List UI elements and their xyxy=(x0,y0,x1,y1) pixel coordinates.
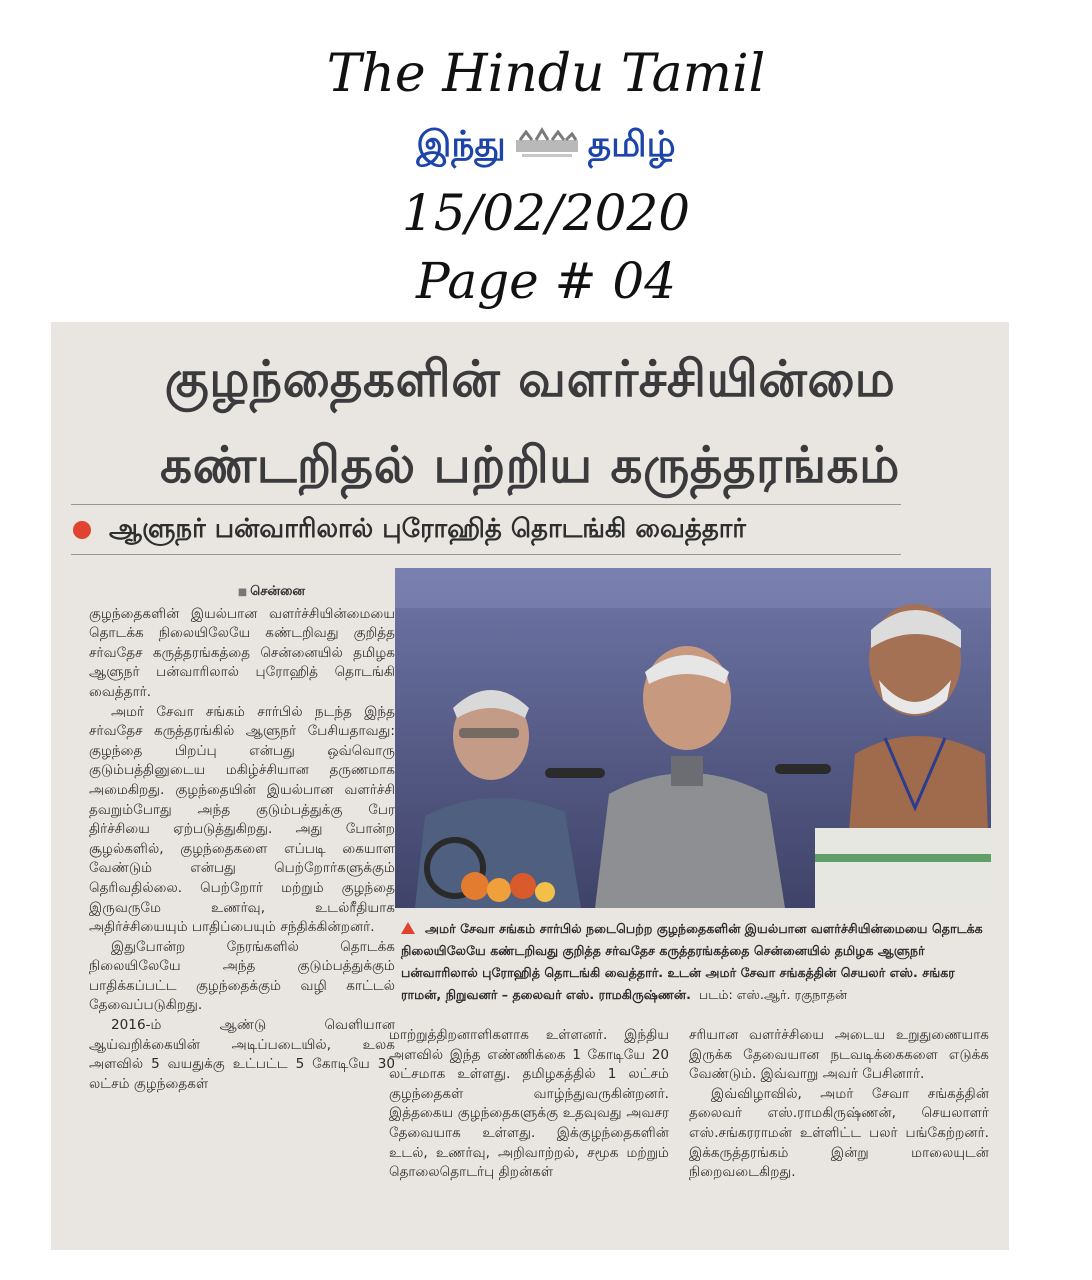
article-subheadline: ஆளுநர் பன்வாரிலால் புரோஹித் தொடங்கி வைத்தார் xyxy=(109,513,746,544)
publication-date: 15/02/2020 xyxy=(401,184,691,242)
article-column-3 xyxy=(689,1026,989,1183)
photo-credit: படம்: எஸ்.ஆர். ரகுநாதன் xyxy=(698,987,848,1002)
page-number: Page # 04 xyxy=(415,252,677,310)
divider xyxy=(71,504,901,505)
logo-emblem-icon xyxy=(512,126,582,164)
paragraph: இவ்விழாவில், அமர் சேவா சங்கத்தின் தலைவர் எஸ்.ராமகிருஷ்ணன், செயலாளர் எஸ்.சங்கரராமன் உள்ளிட்ட பலர் பங்கேற்றனர். இக்கருத்தரங்கம் இன்று மாலையுடன் நிறைவடைகிறது. xyxy=(689,1085,989,1181)
newspaper-clipping xyxy=(51,322,1009,1250)
publication-title: The Hindu Tamil xyxy=(326,44,766,104)
article-photo xyxy=(395,568,991,908)
logo-text-right: தமிழ் xyxy=(587,124,676,165)
logo-text-left: இந்து xyxy=(416,124,506,165)
article-column-1 xyxy=(89,582,395,1094)
divider xyxy=(71,554,901,555)
paragraph: குழந்தைகளின் இயல்பான வளர்ச்சியின்மையை தொடக்க நிலையிலேயே கண்டறிவது குறித்த சர்வதேச கருத்தரங்கத்தை சென்னையில் தமிழக ஆளுநர் பன்வாரிலால் புரோஹித் தொடங்கி வைத்தார். xyxy=(89,605,395,700)
dateline: ■ சென்னை xyxy=(89,582,395,603)
bullet-icon xyxy=(73,521,91,539)
triangle-marker-icon xyxy=(401,922,415,934)
paragraph: மாற்றுத்திறனாளிகளாக உள்ளனர். இந்திய அளவில் இந்த எண்ணிக்கை 1 கோடியே 20 லட்சமாக உள்ளது. தமிழகத்தில் 1 லட்சம் குழந்தைகள் வாழ்ந்துவருகின்றனர். இத்தகைய குழந்தைகளுக்கு உதவுவது அவசர தேவையாக உள்ளது. இக்குழந்தைகளின் உடல், உணர்வு, அறிவாற்றல், சமூக மற்றும் தொலைதொடர்பு திறன்கள் xyxy=(389,1027,669,1181)
paragraph: சரியான வளர்ச்சியை அடைய உறுதுணையாக இருக்க தேவையான நடவடிக்கைகளை எடுக்க வேண்டும். இவ்வாறு அவர் பேசினார். xyxy=(689,1027,989,1083)
photo-caption xyxy=(401,918,991,1006)
article-column-2 xyxy=(389,1026,669,1183)
headline-line-1: குழந்தைகளின் வளர்ச்சியின்மை xyxy=(164,350,896,408)
paragraph: அமர் சேவா சங்கம் சார்பில் நடந்த இந்த சர்வதேச கருத்தரங்கில் ஆளுநர் பேசியதாவது: குழந்தை பிறப்பு என்பது ஒவ்வொரு குடும்பத்தினுடைய மகிழ்ச்சியான தருணமாக அமைகிறது. குழந்தையின் இயல்பான வளர்ச்சி தவறும்போது அந்த குடும்பத்துக்கு பேர திர்ச்சியை ஏற்படுத்துகிறது. அது போன்ற சூழல்களில், குழந்தைகளை எப்படி கையாள வேண்டும் என்பது பெற்றோர்களுக்கும் தெரிவதில்லை. பெற்றோர் மற்றும் குழந்தை இருவருமே உணர்வு, உடல்ரீதியாக அதிர்ச்சியையும் பாதிப்பையும் சந்திக்கின்றனர். xyxy=(89,703,395,936)
headline-line-2: கண்டறிதல் பற்றிய கருத்தரங்கம் xyxy=(160,436,900,494)
newspaper-logo xyxy=(355,122,737,168)
paragraph: 2016-ம் ஆண்டு வெளியான ஆய்வறிக்கையின் அடிப்படையில், உலக அளவில் 5 வயதுக்கு உட்பட்ட 5 கோடியே 30 லட்சம் குழந்தைகள் xyxy=(89,1017,395,1092)
paragraph: இதுபோன்ற நேரங்களில் தொடக்க நிலையிலேயே அந்த குடும்பத்துக்கும் பாதிக்கப்பட்ட குழந்தைக்கும் வழி காட்டல் தேவைப்படுகிறது. xyxy=(89,938,395,1014)
caption-text: அமர் சேவா சங்கம் சார்பில் நடைபெற்ற குழந்தைகளின் இயல்பான வளர்ச்சியின்மையை தொடக்க நிலையிலேயே கண்டறிவது குறித்த சர்வதேச கருத்தரங்கத்தை சென்னையில் தமிழக ஆளுநர் பன்வாரிலால் புரோஹித் தொடங்கி வைத்தார். உடன் அமர் சேவா சங்கத்தின் செயலர் எஸ். சங்கர ராமன், நிறுவனர் – தலைவர் எஸ். ராமகிருஷ்ணன். xyxy=(401,921,983,1002)
article-headline xyxy=(51,336,1009,508)
subheadline-row xyxy=(73,508,933,552)
